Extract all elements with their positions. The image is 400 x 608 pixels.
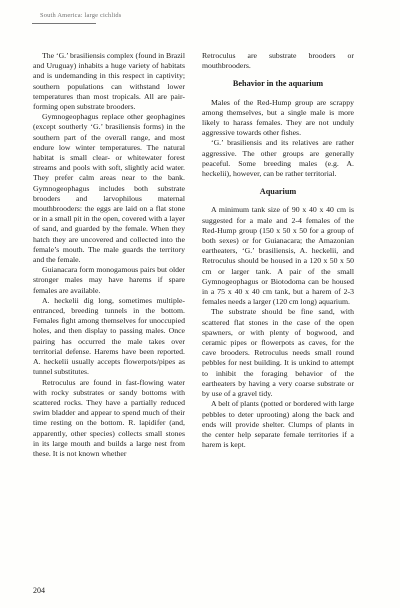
paragraph: A minimum tank size of 90 x 40 x 40 cm is suggested for a male and 2-4 females of the Red-Hump group (150 x 50 x 50 for a group of both sexes) or for Guianacara; the Amazonian eartheaters, ‘G.’ brasiliensis, A. heckelii, and Retroculus should be housed in a 120 x 50 x 50 cm or larger tank. A pair of the small Gymnogeophagus or Biotodoma can be housed in a 75 x 40 x 40 cm tank, but a harem of 2-3 females needs a larger (120 cm long) aquarium.: [202, 205, 354, 307]
paragraph: The ‘G.’ brasiliensis complex (found in Brazil and Uruguay) inhabits a huge variety of habitats and is undemanding in this respect in captivity; southern populations can withstand lower temperatures than most tropicals. All are pair-forming open substrate brooders.: [33, 51, 185, 112]
header-rule: [32, 23, 96, 24]
paragraph: A belt of plants (potted or bordered with large pebbles to deter uprooting) along the back and ends will provide shelter. Clumps of plants in the center help separate female territories if a harem is kept.: [202, 399, 354, 450]
section-heading-aquarium: Aquarium: [259, 187, 297, 197]
paragraph: Males of the Red-Hump group are scrappy among themselves, but a single male is more likely to harass females. They are not unduly aggressive towards other fishes.: [202, 97, 354, 138]
paragraph: Retroculus are found in fast-flowing water with rocky substrates or sandy bottoms with scattered rocks. They have a partially reduced swim bladder and appear to spend much of their time resting on the bottom. R. lapidifer (and, apparently, other species) collects small stones in its large mouth and builds a large nest from these. It is not known whether: [33, 377, 185, 458]
paragraph: A. heckelii dig long, sometimes multiple-entranced, breeding tunnels in the bottom. Females fight among themselves for unoccupied holes, and then display to passing males. Once pairing has occurred the male takes over territorial defense. Harems have been reported. A. heckelii usually accepts flowerpots/pipes as tunnel substitutes.: [33, 295, 185, 377]
page-number: 204: [33, 586, 45, 595]
paragraph: ‘G.’ brasiliensis and its relatives are rather aggressive. The other groups are generally peaceful. Some breeding males (e.g. A. heckelii), however, can be rather territorial.: [202, 138, 354, 179]
paragraph-continuation: Retroculus are substrate brooders or mouthbrooders.: [202, 51, 354, 71]
paragraph: Guianacara form monogamous pairs but older stronger males may have harems if spare females are available.: [33, 265, 185, 295]
section-heading-behavior: Behavior in the aquarium: [232, 79, 324, 89]
left-column: [33, 51, 185, 459]
paragraph: Gymnogeophagus replace other geophagines (except southerly ‘G.’ brasiliensis forms) in the southern part of the overall range, and most endure low winter temperatures. The natural habitat is small clear- or whitewater forest streams and pools with soft, slightly acid water. They prefer calm areas near to the bank. Gymnogeophagus includes both substrate brooders and larvophilous maternal mouthbrooders: the eggs are laid on a flat stone or in a small pit in the open, covered with a layer of sand, and guarded by the female. When they hatch they are uncovered and collected into the female’s mouth. The male guards the territory and the female.: [33, 112, 185, 265]
running-head: South America: large cichlids: [40, 12, 122, 19]
paragraph: The substrate should be fine sand, with scattered flat stones in the case of the open spawners, or with plenty of bogwood, and ceramic pipes or flowerpots as caves, for the cave brooders. Retroculus needs small round pebbles for nest building. It is unkind to attempt to inhibit the foraging behavior of the eartheaters by having a very coarse substrate or by use of a gravel tidy.: [202, 307, 354, 399]
right-column: [202, 51, 354, 450]
